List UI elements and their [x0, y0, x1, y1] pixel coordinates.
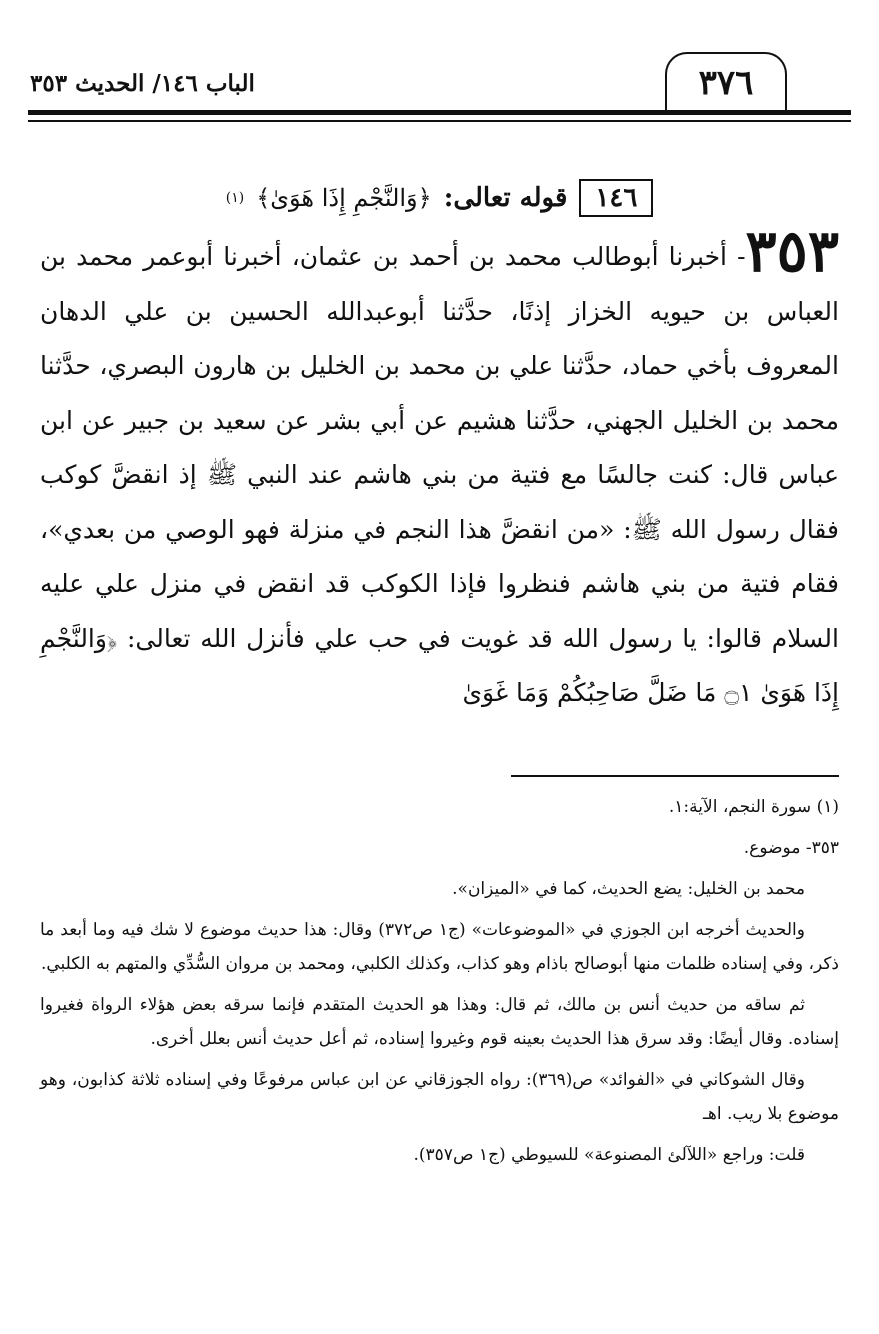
- hadith-body: [40, 217, 839, 721]
- page-number: ٣٧٦: [665, 52, 787, 112]
- hadith-text: - أخبرنا أبوطالب محمد بن أحمد بن عثمان، أخبرنا أبوعمر محمد بن العباس بن حيويه الخزاز إذنًا، حدَّثنا أبوعبدالله الحسين بن علي الدهان المعروف بأخي حماد، حدَّثنا علي بن محمد بن الخليل بن هارون البصري، حدَّثنا محمد بن الخليل الجهني، حدَّثنا هشيم عن أبي بشر عن سعيد بن جبير عن ابن عباس قال: كنت جالسًا مع فتية من بني هاشم عند النبي ﷺ إذ انقضَّ كوكب فقال رسول الله ﷺ: «من انقضَّ هذا النجم في منزلة فهو الوصي من بعدي»، فقام فتية من بني هاشم فنظروا فإذا الكوكب قد انقض في منزل علي عليه السلام قالوا: يا رسول الله قد غويت في حب علي فأنزل الله تعالى: ﴿وَالنَّجْمِ إِذَا هَوَىٰ ۝١ مَا ضَلَّ صَاحِبُكُمْ وَمَا غَوَىٰ: [40, 242, 839, 707]
- footnote-narrator: محمد بن الخليل: يضع الحديث، كما في «الميزان».: [452, 879, 805, 899]
- chapter-heading: [150, 176, 729, 220]
- footnote-1: (١) سورة النجم، الآية:١.: [668, 797, 839, 817]
- chapter-number: ١٤٦: [579, 179, 653, 217]
- running-header: الباب ١٤٦/ الحديث ٣٥٣: [30, 70, 255, 97]
- footnote-anas: ثم ساقه من حديث أنس بن مالك، ثم قال: وهذا هو الحديث المتقدم فإنما سرقه بعض هؤلاء الرواة فغيروا إسناده. وقال أيضًا: وقد سرق هذا الحديث بعينه قوم وغيروا إسناده، ثم أعل حديث أنس بعلل أخرى.: [40, 995, 839, 1049]
- chapter-footnote-ref: (١): [225, 190, 245, 206]
- hadith-number: ٣٥٣: [745, 217, 839, 285]
- footnote-suyuti: قلت: وراجع «اللآلئ المصنوعة» للسيوطي (ج١ ص٣٥٧).: [413, 1145, 805, 1165]
- chapter-label: قوله تعالى:: [443, 183, 568, 213]
- footnotes: [40, 790, 839, 1179]
- footnote-grade: ٣٥٣- موضوع.: [743, 838, 839, 858]
- footnote-shawkani: وقال الشوكاني في «الفوائد» ص(٣٦٩): رواه الجوزقاني عن ابن عباس مرفوعًا وفي إسناده ثلاثة كذابون، وهو موضوع بلا ريب. اهـ: [40, 1070, 839, 1124]
- header-rule-thick: [28, 110, 851, 115]
- chapter-quote: ﴿وَالنَّجْمِ إِذَا هَوَىٰ﴾: [256, 184, 432, 212]
- footnote-separator: [511, 775, 839, 777]
- footnote-ibn-jawzi: والحديث أخرجه ابن الجوزي في «الموضوعات» (ج١ ص٣٧٢) وقال: هذا حديث موضوع لا شك فيه وما أبعد ما ذكر، وفي إسناده ظلمات منها أبوصالح باذام وهو كذاب، وكذلك الكلبي، ومحمد بن مروان السُّدِّي والمتهم به الكلبي.: [40, 920, 839, 974]
- header-rule-thin: [28, 120, 851, 122]
